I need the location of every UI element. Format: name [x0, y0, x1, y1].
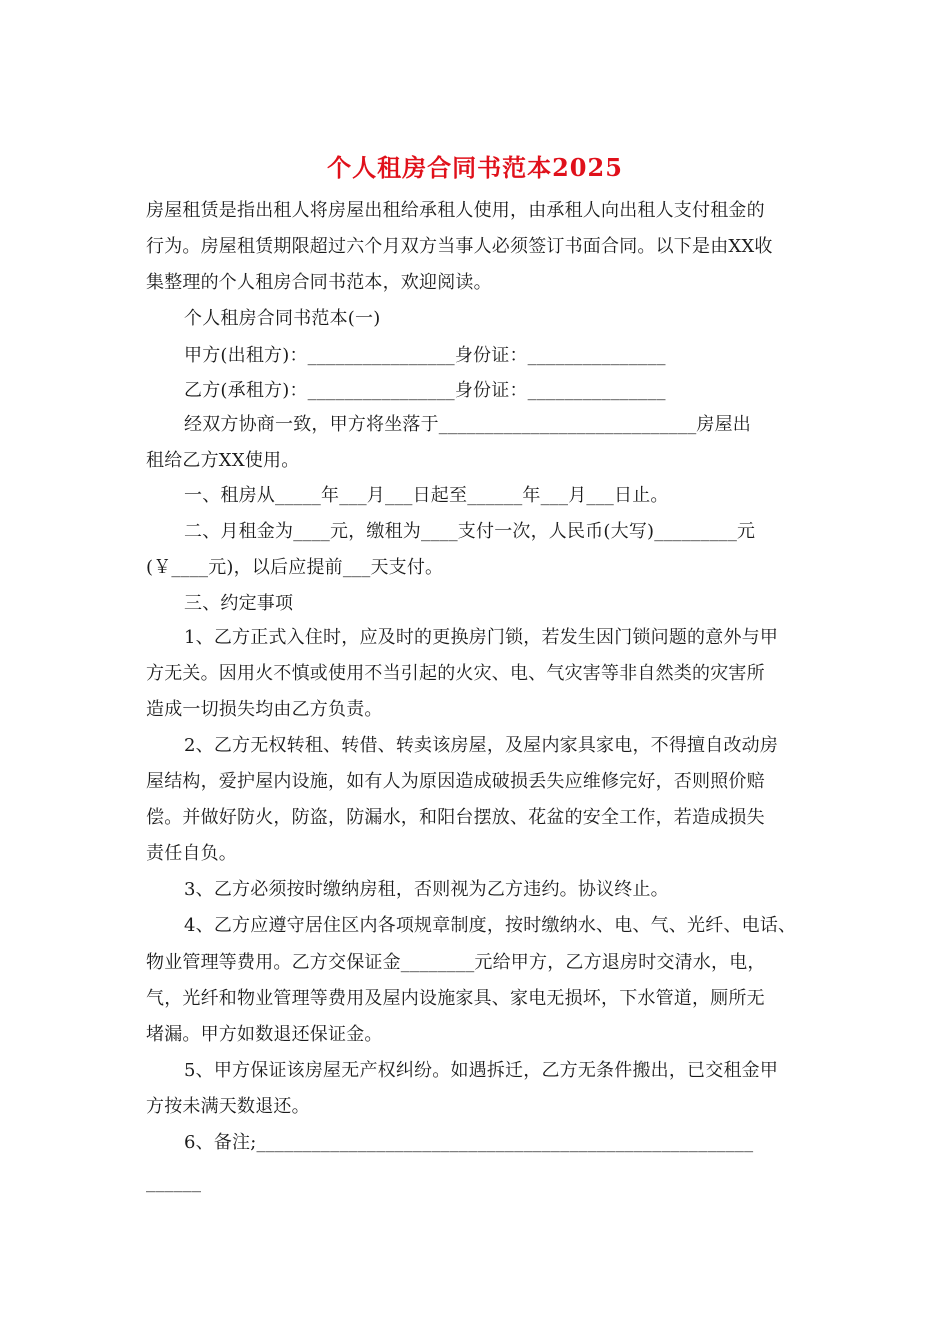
item-5-line-1: 5、甲方保证该房屋无产权纠纷。如遇拆迁，乙方无条件搬出，已交租金甲: [184, 1060, 779, 1081]
item-4-line-4: 堵漏。甲方如数退还保证金。: [146, 1024, 383, 1045]
item-6-remarks-line-2: ______: [146, 1172, 202, 1193]
clause-2-rent-line-2: (￥____元)，以后应提前___天支付。: [146, 557, 444, 578]
item-2-line-1: 2、乙方无权转租、转借、转卖该房屋，及屋内家具家电，不得擅自改动房: [184, 735, 779, 756]
item-1-line-1: 1、乙方正式入住时，应及时的更换房门锁，若发生因门锁问题的意外与甲: [184, 627, 779, 648]
item-4-line-2: 物业管理等费用。乙方交保证金________元给甲方，乙方退房时交清水，电，: [146, 952, 766, 973]
item-5-line-2: 方按未满天数退还。: [146, 1096, 310, 1117]
item-1-line-3: 造成一切损失均由乙方负责。: [146, 699, 383, 720]
item-2-line-3: 偿。并做好防火，防盗，防漏水，和阳台摆放、花盆的安全工作，若造成损失: [146, 807, 765, 828]
item-3-line-1: 3、乙方必须按时缴纳房租，否则视为乙方违约。协议终止。: [184, 879, 669, 900]
intro-line-3: 集整理的个人租房合同书范本，欢迎阅读。: [146, 272, 492, 293]
party-a-line: 甲方(出租方)：________________身份证：_______________: [184, 345, 666, 366]
item-1-line-2: 方无关。因用火不慎或使用不当引起的火灾、电、气灾害等非自然类的灾害所: [146, 663, 765, 684]
item-4-line-1: 4、乙方应遵守居住区内各项规章制度，按时缴纳水、电、气、光纤、电话、: [184, 915, 797, 936]
item-2-line-4: 责任自负。: [146, 843, 237, 864]
item-6-remarks-line-1: 6、备注;______________________________________________________: [184, 1132, 754, 1153]
property-line-1: 经双方协商一致，甲方将坐落于____________________________房屋出: [184, 414, 751, 435]
document-title: 个人租房合同书范本2025: [327, 153, 623, 182]
intro-line-1: 房屋租赁是指出租人将房屋出租给承租人使用，由承租人向出租人支付租金的: [146, 200, 765, 221]
property-line-2: 租给乙方XX使用。: [146, 450, 300, 471]
item-2-line-2: 屋结构，爱护屋内设施，如有人为原因造成破损丢失应维修完好，否则照价赔: [146, 771, 765, 792]
intro-line-2: 行为。房屋租赁期限超过六个月双方当事人必须签订书面合同。以下是由XX收: [146, 236, 773, 257]
clause-1-term: 一、租房从_____年___月___日起至______年___月___日止。: [184, 485, 669, 506]
party-b-line: 乙方(承租方)：________________身份证：_______________: [184, 380, 666, 401]
clause-2-rent-line-1: 二、月租金为____元，缴租为____支付一次，人民币(大写)_________元: [184, 521, 756, 542]
clause-3-heading: 三、约定事项: [184, 593, 294, 614]
section-heading: 个人租房合同书范本(一): [184, 308, 381, 329]
item-4-line-3: 气，光纤和物业管理等费用及屋内设施家具、家电无损坏，下水管道，厕所无: [146, 988, 765, 1009]
